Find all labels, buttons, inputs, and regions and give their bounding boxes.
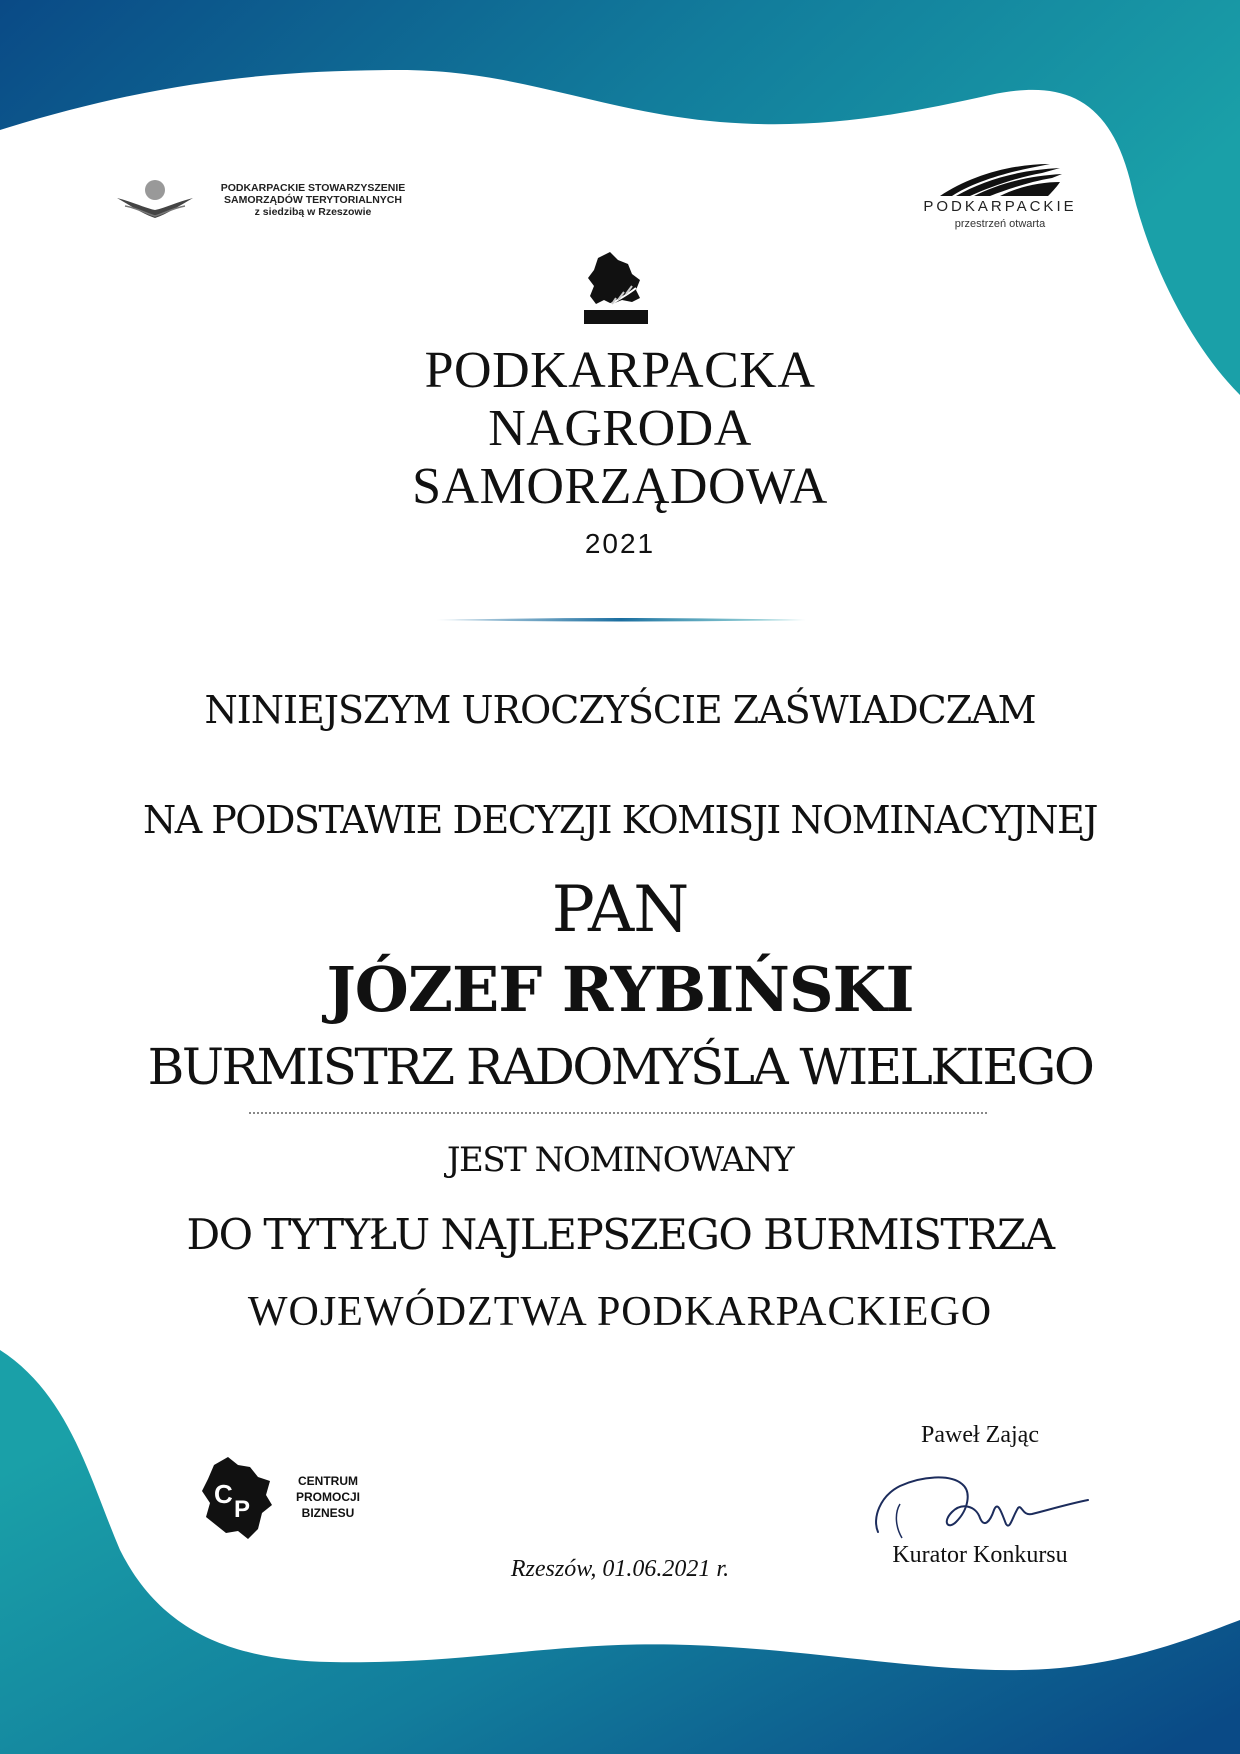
title-divider xyxy=(436,617,806,623)
mountain-arcs-icon xyxy=(900,158,1100,198)
sun-bird-emblem-icon xyxy=(115,176,195,226)
nominee-role: BURMISTRZ RADOMYŚLA WIELKIEGO xyxy=(147,1038,1093,1096)
nominee-name: JÓZEF RYBIŃSKI xyxy=(326,953,914,1026)
commission-basis: NA PODSTAWIE DECYZJI KOMISJI NOMINACYJNEJ xyxy=(142,798,1098,842)
association-name: PODKARPACKIE STOWARZYSZENIE SAMORZĄDÓW TERYTORIALNYCH z siedzibą w Rzeszowie xyxy=(220,182,406,218)
nomination-title: DO TYTYŁU NAJLEPSZEGO BURMISTRZA xyxy=(186,1210,1054,1259)
association-logo xyxy=(115,176,415,226)
signer-role: Kurator Konkursu xyxy=(892,1542,1068,1568)
award-title: PODKARPACKA NAGRODA SAMORZĄDOWA xyxy=(412,342,828,515)
nomination-region: WOJEWÓDZTWA PODKARPACKIEGO xyxy=(247,1289,993,1335)
region-name: PODKARPACKIE xyxy=(923,198,1077,215)
award-year: 2021 xyxy=(584,528,656,559)
signer-name: Paweł Zając xyxy=(921,1422,1039,1448)
handwritten-signature xyxy=(872,1470,1092,1540)
honorific: PAN xyxy=(551,873,689,947)
nomination-statement: JEST NOMINOWANY xyxy=(446,1140,794,1180)
svg-text:C: C xyxy=(214,1479,233,1509)
solemn-statement: NINIEJSZYM UROCZYŚCIE ZAŚWIADCZAM xyxy=(204,688,1036,732)
business-center-name: CENTRUM PROMOCJI BIZNESU xyxy=(295,1474,360,1520)
region-map-laurel-icon xyxy=(584,250,648,324)
place-and-date: Rzeszów, 01.06.2021 r. xyxy=(510,1556,730,1582)
region-tagline: przestrzeń otwarta xyxy=(954,218,1046,230)
dotted-rule xyxy=(249,1112,987,1114)
svg-text:P: P xyxy=(234,1496,251,1523)
business-center-logo xyxy=(200,1455,370,1540)
region-logo xyxy=(900,158,1100,234)
cp-region-map-icon xyxy=(200,1455,280,1540)
